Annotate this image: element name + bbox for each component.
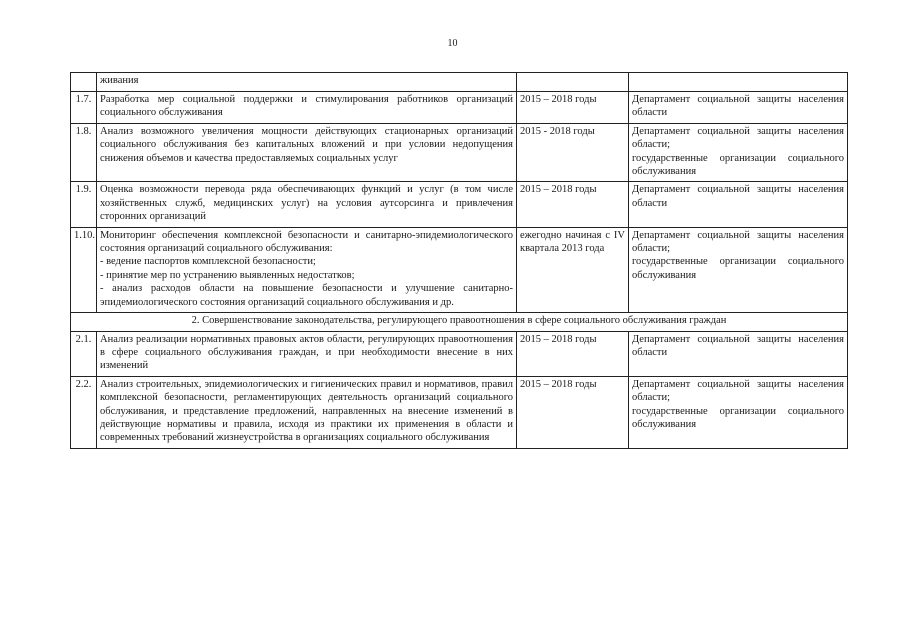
responsible-department	[629, 331, 848, 376]
measure-text-line: Оценка возможности перевода ряда обеспечивающих функций и услуг (в том числе хозяйственных служб, медицинских услуг) на условия аутсорсинга и привлечения сторонних организаций	[100, 184, 513, 223]
responsible-department	[629, 123, 848, 182]
row-number: 2.2.	[71, 376, 97, 448]
row-number: 2.1.	[71, 331, 97, 376]
measure-text	[97, 182, 517, 227]
measure-text-line: - анализ расходов области на повышение безопасности и улучшение санитарно-эпидемиологического состояния организаций социального обслуживания и др.	[100, 283, 513, 308]
table-row	[71, 123, 848, 182]
period-text: 2015 – 2018 годы	[520, 333, 597, 345]
department-text: Департамент социальной защиты населения области	[632, 333, 844, 358]
department-text: государственные организации социального обслуживания	[632, 405, 844, 430]
period	[517, 376, 629, 448]
period-text: ежегодно начиная с IV квартала 2013 года	[520, 229, 625, 255]
measure-text	[97, 227, 517, 312]
row-number: 1.10.	[71, 227, 97, 312]
continuation-text: живания	[97, 73, 517, 92]
row-number: 1.7.	[71, 92, 97, 124]
responsible-department	[629, 92, 848, 124]
period	[517, 182, 629, 227]
department-cell	[629, 73, 848, 92]
department-text: государственные организации социального обслуживания	[632, 152, 844, 178]
responsible-department	[629, 182, 848, 227]
table-row	[71, 182, 848, 227]
period-text: 2015 – 2018 годы	[520, 184, 597, 196]
measure-text	[97, 123, 517, 182]
page-number: 10	[447, 38, 458, 49]
table-row	[71, 92, 848, 124]
department-text: Департамент социальной защиты населения области	[632, 94, 844, 119]
measure-text-line: Мониторинг обеспечения комплексной безопасности и санитарно-эпидемиологического состояния организаций социального обслуживания:	[100, 229, 513, 255]
department-text: Департамент социальной защиты населения области;	[632, 125, 844, 151]
measure-text-line: Разработка мер социальной поддержки и стимулирования работников организаций социального обслуживания	[100, 94, 513, 119]
measure-text	[97, 92, 517, 124]
period-cell	[517, 73, 629, 92]
row-number-cell	[71, 73, 97, 92]
period-text: 2015 – 2018 годы	[520, 378, 597, 390]
table-row	[71, 331, 848, 376]
department-text: Департамент социальной защиты населения области;	[632, 378, 844, 404]
period	[517, 331, 629, 376]
measure-text	[97, 376, 517, 448]
measure-text-line: Анализ возможного увеличения мощности действующих стационарных организаций социального обслуживания без капитальных вложений и при условии недопущения снижения объемов и качества предоставляемых социальных услуг	[100, 125, 513, 164]
period-text: 2015 – 2018 годы	[520, 94, 597, 105]
measure-text-line: Анализ реализации нормативных правовых актов области, регулирующих правоотношения в сфере социального обслуживания граждан, и при необходимости внесение в них изменений	[100, 333, 513, 372]
period-text: 2015 - 2018 годы	[520, 125, 595, 137]
responsible-department	[629, 376, 848, 448]
section-heading-row	[71, 313, 848, 331]
table-row	[71, 227, 848, 312]
department-text: Департамент социальной защиты населения области;	[632, 229, 844, 255]
period	[517, 227, 629, 312]
measure-text-line: - ведение паспортов комплексной безопасности;	[100, 256, 316, 268]
section-heading: 2. Совершенствование законодательства, регулирующего правоотношения в сфере социального обслуживания граждан	[71, 313, 848, 331]
measure-text	[97, 331, 517, 376]
period	[517, 92, 629, 124]
period	[517, 123, 629, 182]
responsible-department	[629, 227, 848, 312]
table-row	[71, 376, 848, 448]
measure-text-line: Анализ строительных, эпидемиологических и гигиенических правил и нормативов, правил комплексной безопасности, регламентирующих деятельность организаций социального обслуживания, и представление предложений, направленных на внесение изменений в действующие нормативы и правила, исходя из практики их применения в области и современных требований жизнеустройства в организациях социального обслуживания	[100, 378, 513, 444]
department-text: Департамент социальной защиты населения области	[632, 184, 844, 209]
row-number: 1.8.	[71, 123, 97, 182]
department-text: государственные организации социального обслуживания	[632, 256, 844, 281]
measures-table	[70, 72, 848, 449]
row-number: 1.9.	[71, 182, 97, 227]
measure-text-line: - принятие мер по устранению выявленных недостатков;	[100, 269, 355, 281]
table-row-continuation	[71, 73, 848, 92]
